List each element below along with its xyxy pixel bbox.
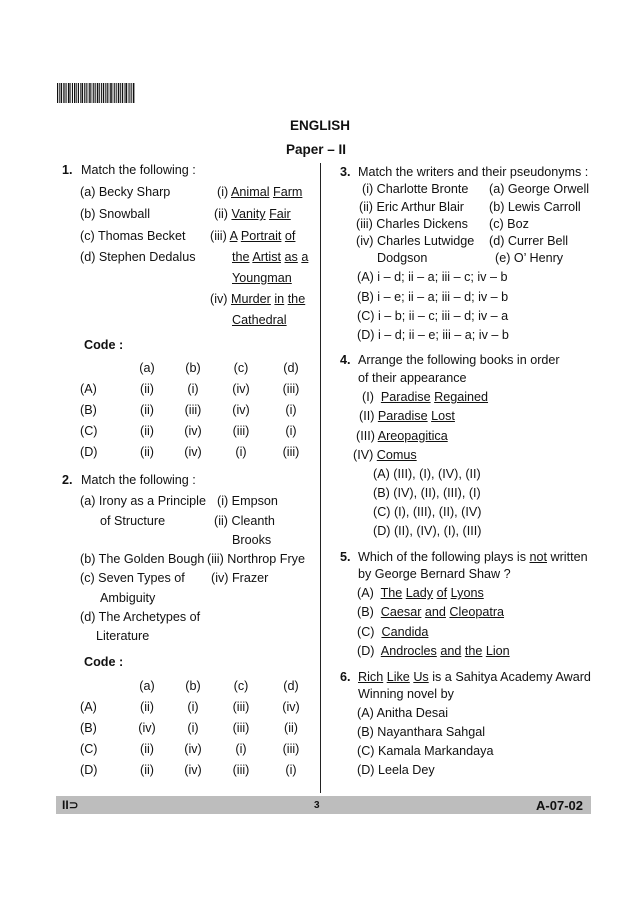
code-row (80, 399, 316, 420)
answer-option (357, 605, 504, 619)
code-cell: (iii) (232, 720, 250, 735)
answer-option: (B) (IV), (II), (III), (I) (373, 486, 481, 500)
code-row (80, 441, 316, 462)
match-right-item: (iv) Frazer (211, 571, 269, 585)
question-prompt-cont: of their appearance (358, 371, 467, 385)
code-table (80, 357, 316, 462)
code-cell: (ii) (140, 741, 154, 756)
code-cell: (i) (187, 381, 199, 396)
title-word: The (380, 586, 403, 600)
code-row (80, 420, 316, 441)
answer-option: (A) (III), (I), (IV), (II) (373, 467, 481, 481)
book-item (353, 448, 417, 462)
item-number: (i) (217, 185, 229, 199)
code-cell: (i) (187, 699, 199, 714)
answer-option: (A) i – d; ii – a; iii – c; iv – b (357, 270, 508, 284)
answer-option: (C) i – b; ii – c; iii – d; iv – a (357, 309, 509, 323)
code-cell: (iv) (232, 402, 250, 417)
code-col-header: (b) (185, 360, 201, 375)
question-number: 1. (62, 163, 73, 177)
answer-option: (C) Kamala Markandaya (357, 744, 494, 758)
item-number: (I) (362, 390, 374, 404)
question-prompt: Match the following : (81, 473, 196, 487)
title-word: Farm (273, 185, 303, 199)
page-footer (56, 796, 591, 814)
match-right-item: (iii) Northrop Frye (207, 552, 305, 566)
code-row (80, 759, 316, 780)
code-cell: (iii) (232, 423, 250, 438)
code-header-row (80, 675, 316, 696)
question-prompt: Match the following : (81, 163, 196, 177)
match-left-item-cont: Ambiguity (100, 591, 156, 605)
code-cell: (i) (235, 741, 247, 756)
question-number: 6. (340, 670, 351, 684)
code-cell: (iii) (282, 381, 300, 396)
title-word: a (301, 250, 309, 264)
match-right-item (210, 229, 295, 243)
code-option: (A) (80, 699, 97, 714)
code-cell: (ii) (140, 402, 154, 417)
question-number: 5. (340, 550, 351, 564)
answer-option (357, 625, 428, 639)
code-cell: (iii) (232, 762, 250, 777)
code-option: (B) (80, 720, 97, 735)
title-word: Androcles (380, 644, 437, 658)
option-label: (D) (357, 644, 375, 658)
code-col-header: (a) (139, 360, 155, 375)
title-word: Lyons (450, 586, 484, 600)
match-left-item: (c) Seven Types of (80, 571, 185, 585)
title-word: in (274, 292, 285, 306)
match-right-item: (e) O’ Henry (495, 251, 564, 265)
item-number: (III) (356, 429, 375, 443)
question-prompt-cont: by George Bernard Shaw ? (358, 567, 511, 581)
answer-option (357, 586, 484, 600)
title-word: Paradise (377, 409, 428, 423)
title-word: of (436, 586, 448, 600)
answer-option: (D) (II), (IV), (I), (III) (373, 524, 482, 538)
match-left-item: (d) The Archetypes of (80, 610, 201, 624)
paper-code: A-07-02 (536, 798, 583, 813)
code-cell: (ii) (140, 381, 154, 396)
code-option: (B) (80, 402, 97, 417)
match-right-item-cont: Cathedral (232, 313, 287, 327)
match-left-item: (c) Thomas Becket (80, 229, 186, 243)
answer-option: (D) i – d; ii – e; iii – a; iv – b (357, 328, 509, 342)
title-word: Lost (431, 409, 455, 423)
footer-mark: II⊃ (62, 798, 79, 812)
code-label: Code : (84, 338, 124, 352)
match-right-item: (c) Boz (489, 217, 529, 231)
answer-option: (B) i – e; ii – a; iii – d; iv – b (357, 290, 509, 304)
code-cell: (ii) (140, 699, 154, 714)
title-word: the (464, 644, 483, 658)
code-cell: (i) (285, 423, 297, 438)
option-label: (C) (357, 625, 375, 639)
barcode (57, 83, 135, 103)
title-word: Animal (231, 185, 270, 199)
title-word: A (229, 229, 238, 243)
match-left-item: (b) Snowball (80, 207, 150, 221)
code-row (80, 696, 316, 717)
match-right-item: (a) George Orwell (489, 182, 590, 196)
code-option: (D) (80, 444, 98, 459)
title-word: Paradise (380, 390, 431, 404)
prompt-text: Which of the following plays is (358, 550, 530, 564)
title-word: Cleopatra (449, 605, 505, 619)
code-option: (C) (80, 423, 98, 438)
code-cell: (iii) (232, 699, 250, 714)
code-cell: (iv) (282, 699, 300, 714)
code-col-header: (d) (283, 360, 299, 375)
title-word: of (284, 229, 296, 243)
title-word: Vanity (231, 207, 266, 221)
code-table (80, 675, 316, 780)
title-word: the (232, 250, 250, 264)
answer-option: (D) Leela Dey (357, 763, 435, 777)
code-cell: (iii) (184, 402, 202, 417)
title-word: Caesar (380, 605, 422, 619)
code-cell: (ii) (140, 423, 154, 438)
code-col-header: (c) (233, 678, 249, 693)
item-number: (iii) (210, 229, 227, 243)
code-row (80, 717, 316, 738)
code-col-header: (a) (139, 678, 155, 693)
code-col-header: (d) (283, 678, 299, 693)
question-prompt: Match the writers and their pseudonyms : (358, 165, 589, 179)
match-left-item: (a) Irony as a Principle (80, 494, 206, 508)
title-word: Fair (269, 207, 291, 221)
match-left-item: (iii) Charles Dickens (356, 217, 468, 231)
answer-option: (A) Anitha Desai (357, 706, 448, 720)
title-word: and (424, 605, 446, 619)
match-right-item: (ii) Cleanth (214, 514, 275, 528)
code-option: (C) (80, 741, 98, 756)
answer-option: (C) (I), (III), (II), (IV) (373, 505, 482, 519)
column-divider (320, 163, 321, 793)
title-word: Like (386, 670, 410, 684)
answer-option (357, 644, 510, 658)
option-label: (A) (357, 586, 374, 600)
code-cell: (ii) (140, 444, 154, 459)
code-col-header: (c) (233, 360, 249, 375)
title-word: and (440, 644, 462, 658)
code-cell: (i) (235, 444, 247, 459)
question-number: 3. (340, 165, 351, 179)
match-left-item-cont: of Structure (100, 514, 166, 528)
match-left-item: (iv) Charles Lutwidge (356, 234, 475, 248)
code-cell: (iv) (184, 444, 202, 459)
code-col-header: (b) (185, 678, 201, 693)
title-word: Murder (230, 292, 271, 306)
title-word: Lady (405, 586, 434, 600)
match-right-item: (b) Lewis Carroll (489, 200, 581, 214)
code-row (80, 738, 316, 759)
code-cell: (iv) (184, 762, 202, 777)
code-row (80, 378, 316, 399)
answer-option: (B) Nayanthara Sahgal (357, 725, 486, 739)
code-cell: (iv) (232, 381, 250, 396)
match-right-item (210, 292, 305, 306)
title-word: as (284, 250, 298, 264)
match-left-item: (b) The Golden Bough (80, 552, 205, 566)
code-cell: (iii) (282, 444, 300, 459)
match-left-item: (i) Charlotte Bronte (362, 182, 469, 196)
title-word: Us (413, 670, 429, 684)
question-prompt (358, 670, 591, 684)
item-number: (II) (359, 409, 375, 423)
title-word: Candida (381, 625, 429, 639)
subject-title: ENGLISH (290, 118, 351, 133)
title-word: Regained (434, 390, 489, 404)
match-right-item-cont (232, 250, 308, 264)
prompt-text: written (547, 550, 588, 564)
question-prompt-cont: Winning novel by (358, 687, 454, 701)
code-cell: (iv) (184, 423, 202, 438)
question-prompt: Arrange the following books in order (358, 353, 560, 367)
code-header-row (80, 357, 316, 378)
match-right-item-cont: Youngman (232, 271, 292, 285)
code-option: (D) (80, 762, 98, 777)
book-item (356, 429, 448, 443)
code-cell: (iv) (138, 720, 156, 735)
code-cell: (ii) (284, 720, 298, 735)
book-item (359, 409, 455, 423)
match-right-item (214, 207, 291, 221)
match-left-item-cont: Dodgson (377, 251, 428, 265)
code-cell: (i) (187, 720, 199, 735)
code-cell: (i) (285, 762, 297, 777)
title-word: Artist (252, 250, 282, 264)
item-number: (iv) (210, 292, 228, 306)
code-cell: (ii) (140, 762, 154, 777)
title-word: Comus (376, 448, 417, 462)
question-prompt (358, 550, 588, 564)
match-left-item: (a) Becky Sharp (80, 185, 171, 199)
match-right-item: (i) Empson (217, 494, 278, 508)
paper-title: Paper – II (286, 142, 347, 157)
title-word: Portrait (240, 229, 282, 243)
code-cell: (iii) (282, 741, 300, 756)
prompt-emphasis: not (529, 550, 548, 564)
code-label: Code : (84, 655, 124, 669)
match-right-item (217, 185, 302, 199)
match-left-item: (ii) Eric Arthur Blair (359, 200, 464, 214)
title-word: Lion (485, 644, 510, 658)
question-number: 2. (62, 473, 73, 487)
page-number: 3 (314, 800, 320, 811)
book-item (362, 390, 488, 404)
code-cell: (iv) (184, 741, 202, 756)
prompt-text: is a Sahitya Academy Award (428, 670, 591, 684)
title-word: Areopagitica (377, 429, 448, 443)
match-right-item: (d) Currer Bell (489, 234, 569, 248)
code-cell: (i) (285, 402, 297, 417)
item-number: (ii) (214, 207, 228, 221)
match-left-item-cont: Literature (96, 629, 150, 643)
question-number: 4. (340, 353, 351, 367)
code-option: (A) (80, 381, 97, 396)
match-left-item: (d) Stephen Dedalus (80, 250, 196, 264)
option-label: (B) (357, 605, 374, 619)
item-number: (IV) (353, 448, 374, 462)
match-right-item-cont: Brooks (232, 533, 272, 547)
title-word: Rich (358, 670, 384, 684)
title-word: the (287, 292, 306, 306)
